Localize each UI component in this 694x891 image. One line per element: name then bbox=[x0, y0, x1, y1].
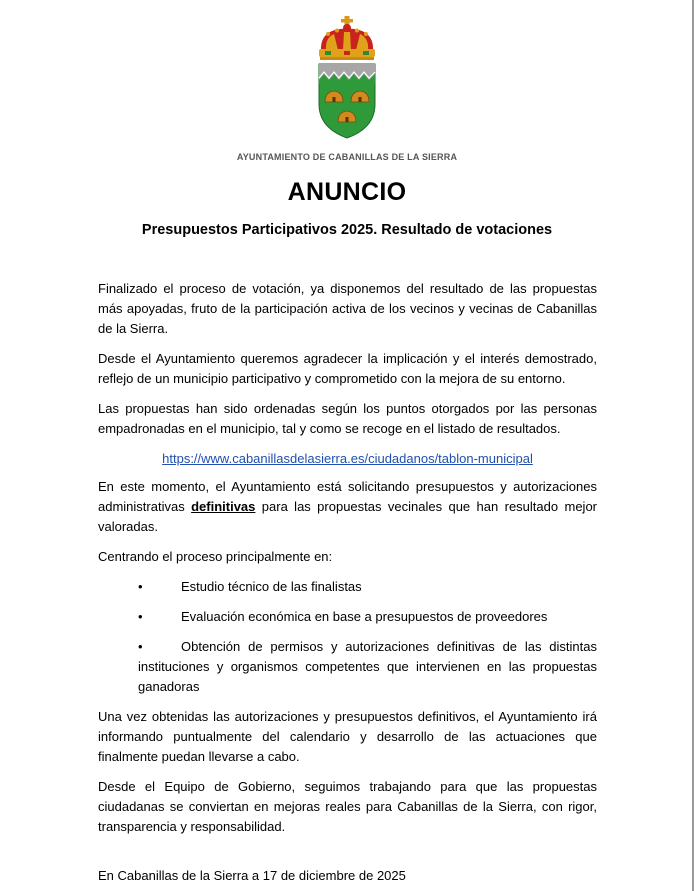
organization-name: AYUNTAMIENTO DE CABANILLAS DE LA SIERRA bbox=[236, 152, 458, 162]
page-subtitle: Presupuestos Participativos 2025. Resultado de votaciones bbox=[141, 222, 553, 238]
list-item bbox=[98, 577, 597, 597]
definitivas-emphasis: definitivas bbox=[191, 499, 256, 514]
list-item-text: Obtención de permisos y autorizaciones definitivas de las distintas instituciones y organismos competentes que intervienen en las propuestas ganadoras bbox=[138, 639, 597, 694]
signature-date: En Cabanillas de la Sierra a 17 de diciembre de 2025 bbox=[98, 868, 406, 883]
bullet-icon: • bbox=[138, 579, 143, 594]
paragraph-link bbox=[98, 449, 597, 469]
list-item bbox=[98, 607, 597, 627]
bullet-icon: • bbox=[138, 609, 143, 624]
list-item-text: Evaluación económica en base a presupuestos de proveedores bbox=[181, 609, 548, 624]
paragraph-government: Desde el Equipo de Gobierno, seguimos trabajando para que las propuestas ciudadanas se conviertan en mejoras reales para Cabanillas de la Sierra, con rigor, transparencia y responsabilidad. bbox=[98, 779, 597, 834]
list-item bbox=[98, 637, 597, 697]
list-item-text: Estudio técnico de las finalistas bbox=[181, 579, 362, 594]
paragraph-budgets bbox=[98, 477, 597, 537]
coat-of-arms-logo bbox=[316, 16, 378, 142]
paragraph-thanks: Desde el Ayuntamiento queremos agradecer la implicación y el interés demostrado, reflejo de un municipio participativo y comprometido con la mejora de su entorno. bbox=[98, 351, 597, 386]
paragraph-process-intro: Centrando el proceso principalmente en: bbox=[98, 549, 333, 564]
crown-icon bbox=[319, 16, 375, 60]
bullet-icon: • bbox=[138, 639, 143, 654]
announcement-body bbox=[98, 279, 597, 847]
process-list bbox=[98, 577, 597, 697]
paragraph-ranking: Las propuestas han sido ordenadas según los puntos otorgados por las personas empadronadas en el municipio, tal y como se recoge en el listado de resultados. bbox=[98, 401, 597, 436]
paragraph-budgets-end: para las propuestas vecinales que han resultado mejor valoradas. bbox=[98, 499, 597, 534]
paragraph-budgets-start: En este momento, el Ayuntamiento está solicitando presupuestos y autorizaciones administrativas bbox=[98, 479, 597, 514]
paragraph-next-steps: Una vez obtenidas las autorizaciones y presupuestos definitivos, el Ayuntamiento irá informando puntualmente del calendario y desarrollo de las actuaciones que finalmente puedan llevarse a cabo. bbox=[98, 709, 597, 764]
results-link[interactable]: https://www.cabanillasdelasierra.es/ciudadanos/tablon-municipal bbox=[162, 451, 533, 466]
page-title: ANUNCIO bbox=[287, 178, 407, 206]
paragraph-voting-finished: Finalizado el proceso de votación, ya disponemos del resultado de las propuestas más apoyadas, fruto de la participación activa de los vecinos y vecinas de Cabanillas de la Sierra. bbox=[98, 281, 597, 336]
